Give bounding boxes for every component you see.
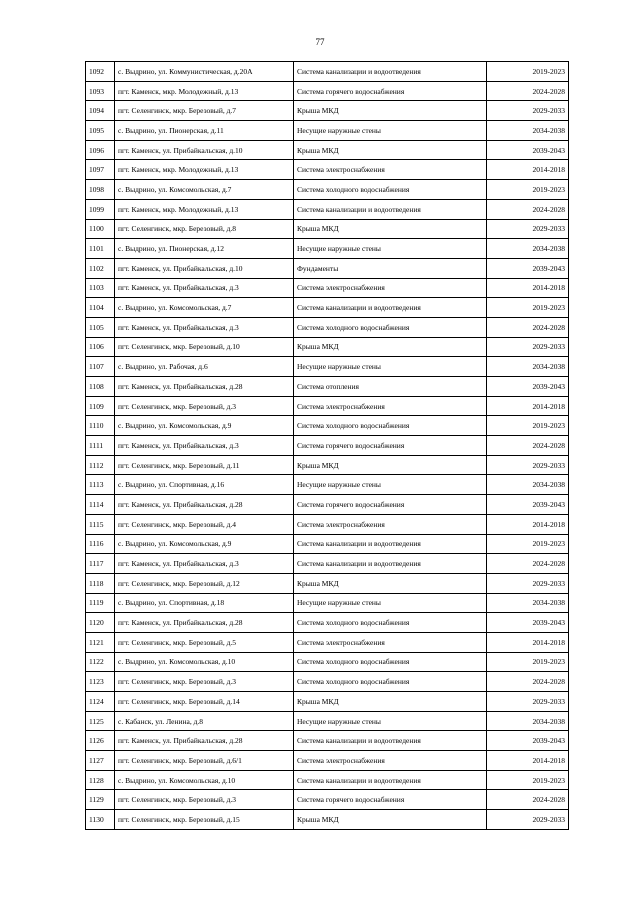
system-cell: Система холодного водоснабжения xyxy=(294,180,487,200)
period-cell: 2034-2038 xyxy=(487,357,569,377)
period-cell: 2039-2043 xyxy=(487,258,569,278)
period-cell: 2024-2028 xyxy=(487,81,569,101)
row-number-cell: 1129 xyxy=(86,790,115,810)
system-cell: Система холодного водоснабжения xyxy=(294,416,487,436)
row-number-cell: 1106 xyxy=(86,337,115,357)
address-cell: с. Выдрино, ул. Спортивная, д.18 xyxy=(115,593,294,613)
system-cell: Крыша МКД xyxy=(294,810,487,830)
row-number-cell: 1112 xyxy=(86,455,115,475)
period-cell: 2024-2028 xyxy=(487,436,569,456)
row-number-cell: 1116 xyxy=(86,534,115,554)
address-cell: с. Выдрино, ул. Комсомольская, д.10 xyxy=(115,652,294,672)
system-cell: Несущие наружные стены xyxy=(294,711,487,731)
table-row xyxy=(86,534,569,554)
period-cell: 2029-2033 xyxy=(487,692,569,712)
address-cell: пгт. Каменск, мкр. Молодежный, д.13 xyxy=(115,199,294,219)
system-cell: Система канализации и водоотведения xyxy=(294,731,487,751)
row-number-cell: 1118 xyxy=(86,573,115,593)
address-cell: с. Выдрино, ул. Пионерская, д.11 xyxy=(115,121,294,141)
period-cell: 2034-2038 xyxy=(487,121,569,141)
system-cell: Система горячего водоснабжения xyxy=(294,790,487,810)
address-cell: с. Выдрино, ул. Рабочая, д.6 xyxy=(115,357,294,377)
table-row xyxy=(86,593,569,613)
row-number-cell: 1114 xyxy=(86,495,115,515)
address-cell: пгт. Селенгинск, мкр. Березовый, д.6/1 xyxy=(115,751,294,771)
address-cell: пгт. Каменск, мкр. Молодежный, д.13 xyxy=(115,160,294,180)
table-row xyxy=(86,140,569,160)
table-row xyxy=(86,514,569,534)
period-cell: 2034-2038 xyxy=(487,711,569,731)
table-row xyxy=(86,632,569,652)
table-row xyxy=(86,101,569,121)
table-row xyxy=(86,790,569,810)
system-cell: Система канализации и водоотведения xyxy=(294,554,487,574)
period-cell: 2029-2033 xyxy=(487,337,569,357)
address-cell: пгт. Селенгинск, мкр. Березовый, д.10 xyxy=(115,337,294,357)
table-row xyxy=(86,357,569,377)
period-cell: 2019-2023 xyxy=(487,180,569,200)
row-number-cell: 1104 xyxy=(86,298,115,318)
period-cell: 2024-2028 xyxy=(487,672,569,692)
system-cell: Крыша МКД xyxy=(294,337,487,357)
address-cell: пгт. Каменск, ул. Прибайкальская, д.3 xyxy=(115,278,294,298)
system-cell: Система горячего водоснабжения xyxy=(294,495,487,515)
table-row xyxy=(86,337,569,357)
system-cell: Несущие наружные стены xyxy=(294,357,487,377)
table-row xyxy=(86,298,569,318)
row-number-cell: 1103 xyxy=(86,278,115,298)
address-cell: с. Выдрино, ул. Комсомольская, д.9 xyxy=(115,534,294,554)
period-cell: 2024-2028 xyxy=(487,554,569,574)
address-cell: пгт. Селенгинск, мкр. Березовый, д.4 xyxy=(115,514,294,534)
period-cell: 2029-2033 xyxy=(487,573,569,593)
table-row xyxy=(86,692,569,712)
row-number-cell: 1101 xyxy=(86,239,115,259)
address-cell: пгт. Каменск, ул. Прибайкальская, д.10 xyxy=(115,258,294,278)
address-cell: пгт. Селенгинск, мкр. Березовый, д.14 xyxy=(115,692,294,712)
system-cell: Несущие наружные стены xyxy=(294,239,487,259)
address-cell: с. Выдрино, ул. Комсомольская, д.9 xyxy=(115,416,294,436)
period-cell: 2034-2038 xyxy=(487,593,569,613)
table-row xyxy=(86,199,569,219)
row-number-cell: 1096 xyxy=(86,140,115,160)
system-cell: Крыша МКД xyxy=(294,140,487,160)
row-number-cell: 1098 xyxy=(86,180,115,200)
row-number-cell: 1100 xyxy=(86,219,115,239)
system-cell: Несущие наружные стены xyxy=(294,475,487,495)
period-cell: 2034-2038 xyxy=(487,239,569,259)
period-cell: 2019-2023 xyxy=(487,652,569,672)
system-cell: Система отопления xyxy=(294,377,487,397)
row-number-cell: 1120 xyxy=(86,613,115,633)
row-number-cell: 1108 xyxy=(86,377,115,397)
period-cell: 2019-2023 xyxy=(487,534,569,554)
period-cell: 2019-2023 xyxy=(487,298,569,318)
address-cell: с. Выдрино, ул. Пионерская, д.12 xyxy=(115,239,294,259)
address-cell: пгт. Селенгинск, мкр. Березовый, д.12 xyxy=(115,573,294,593)
system-cell: Крыша МКД xyxy=(294,692,487,712)
address-cell: с. Выдрино, ул. Коммунистическая, д.20А xyxy=(115,62,294,82)
address-cell: пгт. Селенгинск, мкр. Березовый, д.7 xyxy=(115,101,294,121)
period-cell: 2014-2018 xyxy=(487,278,569,298)
period-cell: 2039-2043 xyxy=(487,495,569,515)
row-number-cell: 1124 xyxy=(86,692,115,712)
system-cell: Система электроснабжения xyxy=(294,396,487,416)
row-number-cell: 1099 xyxy=(86,199,115,219)
row-number-cell: 1111 xyxy=(86,436,115,456)
row-number-cell: 1119 xyxy=(86,593,115,613)
period-cell: 2029-2033 xyxy=(487,101,569,121)
system-cell: Система канализации и водоотведения xyxy=(294,298,487,318)
row-number-cell: 1117 xyxy=(86,554,115,574)
row-number-cell: 1127 xyxy=(86,751,115,771)
address-cell: пгт. Каменск, ул. Прибайкальская, д.3 xyxy=(115,317,294,337)
table-body xyxy=(86,62,569,830)
system-cell: Система электроснабжения xyxy=(294,514,487,534)
table-row xyxy=(86,495,569,515)
system-cell: Система канализации и водоотведения xyxy=(294,534,487,554)
system-cell: Система канализации и водоотведения xyxy=(294,770,487,790)
system-cell: Система электроснабжения xyxy=(294,160,487,180)
table-row xyxy=(86,239,569,259)
page-number: 77 xyxy=(315,37,325,47)
system-cell: Система канализации и водоотведения xyxy=(294,199,487,219)
address-cell: с. Выдрино, ул. Комсомольская, д.10 xyxy=(115,770,294,790)
table-row xyxy=(86,160,569,180)
table-row xyxy=(86,613,569,633)
row-number-cell: 1097 xyxy=(86,160,115,180)
period-cell: 2024-2028 xyxy=(487,199,569,219)
table-row xyxy=(86,436,569,456)
address-cell: пгт. Каменск, ул. Прибайкальская, д.3 xyxy=(115,436,294,456)
table-row xyxy=(86,278,569,298)
period-cell: 2019-2023 xyxy=(487,62,569,82)
table-row xyxy=(86,62,569,82)
row-number-cell: 1094 xyxy=(86,101,115,121)
system-cell: Система горячего водоснабжения xyxy=(294,436,487,456)
address-cell: пгт. Каменск, ул. Прибайкальская, д.3 xyxy=(115,554,294,574)
period-cell: 2034-2038 xyxy=(487,475,569,495)
table-row xyxy=(86,416,569,436)
period-cell: 2039-2043 xyxy=(487,377,569,397)
period-cell: 2024-2028 xyxy=(487,790,569,810)
row-number-cell: 1105 xyxy=(86,317,115,337)
table-row xyxy=(86,258,569,278)
row-number-cell: 1128 xyxy=(86,770,115,790)
repair-schedule-table xyxy=(85,61,569,830)
table-row xyxy=(86,672,569,692)
period-cell: 2039-2043 xyxy=(487,731,569,751)
row-number-cell: 1092 xyxy=(86,62,115,82)
table-row xyxy=(86,751,569,771)
row-number-cell: 1126 xyxy=(86,731,115,751)
row-number-cell: 1107 xyxy=(86,357,115,377)
period-cell: 2029-2033 xyxy=(487,219,569,239)
row-number-cell: 1115 xyxy=(86,514,115,534)
row-number-cell: 1130 xyxy=(86,810,115,830)
table-row xyxy=(86,219,569,239)
row-number-cell: 1093 xyxy=(86,81,115,101)
address-cell: пгт. Каменск, ул. Прибайкальская, д.28 xyxy=(115,495,294,515)
system-cell: Крыша МКД xyxy=(294,455,487,475)
row-number-cell: 1123 xyxy=(86,672,115,692)
system-cell: Система горячего водоснабжения xyxy=(294,81,487,101)
address-cell: пгт. Каменск, мкр. Молодежный, д.13 xyxy=(115,81,294,101)
system-cell: Фундаменты xyxy=(294,258,487,278)
system-cell: Система электроснабжения xyxy=(294,751,487,771)
table-row xyxy=(86,810,569,830)
table-row xyxy=(86,770,569,790)
row-number-cell: 1095 xyxy=(86,121,115,141)
row-number-cell: 1122 xyxy=(86,652,115,672)
address-cell: пгт. Селенгинск, мкр. Березовый, д.15 xyxy=(115,810,294,830)
address-cell: с. Выдрино, ул. Комсомольская, д.7 xyxy=(115,180,294,200)
address-cell: пгт. Каменск, ул. Прибайкальская, д.28 xyxy=(115,731,294,751)
address-cell: пгт. Селенгинск, мкр. Березовый, д.3 xyxy=(115,790,294,810)
table-row xyxy=(86,180,569,200)
table-row xyxy=(86,475,569,495)
table-row xyxy=(86,377,569,397)
table-row xyxy=(86,554,569,574)
system-cell: Система холодного водоснабжения xyxy=(294,652,487,672)
period-cell: 2014-2018 xyxy=(487,396,569,416)
period-cell: 2039-2043 xyxy=(487,140,569,160)
period-cell: 2014-2018 xyxy=(487,514,569,534)
row-number-cell: 1113 xyxy=(86,475,115,495)
period-cell: 2014-2018 xyxy=(487,751,569,771)
address-cell: с. Кабанск, ул. Ленина, д.8 xyxy=(115,711,294,731)
row-number-cell: 1125 xyxy=(86,711,115,731)
system-cell: Система холодного водоснабжения xyxy=(294,613,487,633)
table-row xyxy=(86,396,569,416)
address-cell: пгт. Селенгинск, мкр. Березовый, д.5 xyxy=(115,632,294,652)
system-cell: Система канализации и водоотведения xyxy=(294,62,487,82)
address-cell: пгт. Селенгинск, мкр. Березовый, д.3 xyxy=(115,672,294,692)
table-row xyxy=(86,711,569,731)
row-number-cell: 1102 xyxy=(86,258,115,278)
system-cell: Система холодного водоснабжения xyxy=(294,317,487,337)
system-cell: Крыша МКД xyxy=(294,573,487,593)
period-cell: 2029-2033 xyxy=(487,810,569,830)
system-cell: Крыша МКД xyxy=(294,219,487,239)
table-row xyxy=(86,121,569,141)
row-number-cell: 1110 xyxy=(86,416,115,436)
period-cell: 2024-2028 xyxy=(487,317,569,337)
address-cell: с. Выдрино, ул. Комсомольская, д.7 xyxy=(115,298,294,318)
system-cell: Крыша МКД xyxy=(294,101,487,121)
table-row xyxy=(86,731,569,751)
address-cell: пгт. Селенгинск, мкр. Березовый, д.3 xyxy=(115,396,294,416)
table-row xyxy=(86,81,569,101)
address-cell: пгт. Селенгинск, мкр. Березовый, д.8 xyxy=(115,219,294,239)
period-cell: 2019-2023 xyxy=(487,770,569,790)
period-cell: 2019-2023 xyxy=(487,416,569,436)
table-row xyxy=(86,317,569,337)
row-number-cell: 1109 xyxy=(86,396,115,416)
address-cell: пгт. Каменск, ул. Прибайкальская, д.28 xyxy=(115,377,294,397)
system-cell: Несущие наружные стены xyxy=(294,121,487,141)
system-cell: Система электроснабжения xyxy=(294,278,487,298)
address-cell: с. Выдрино, ул. Спортивная, д.16 xyxy=(115,475,294,495)
address-cell: пгт. Каменск, ул. Прибайкальская, д.28 xyxy=(115,613,294,633)
row-number-cell: 1121 xyxy=(86,632,115,652)
address-cell: пгт. Каменск, ул. Прибайкальская, д.10 xyxy=(115,140,294,160)
system-cell: Система электроснабжения xyxy=(294,632,487,652)
table-row xyxy=(86,455,569,475)
address-cell: пгт. Селенгинск, мкр. Березовый, д.11 xyxy=(115,455,294,475)
period-cell: 2014-2018 xyxy=(487,160,569,180)
period-cell: 2039-2043 xyxy=(487,613,569,633)
period-cell: 2014-2018 xyxy=(487,632,569,652)
table-row xyxy=(86,652,569,672)
system-cell: Система холодного водоснабжения xyxy=(294,672,487,692)
system-cell: Несущие наружные стены xyxy=(294,593,487,613)
table-row xyxy=(86,573,569,593)
period-cell: 2029-2033 xyxy=(487,455,569,475)
